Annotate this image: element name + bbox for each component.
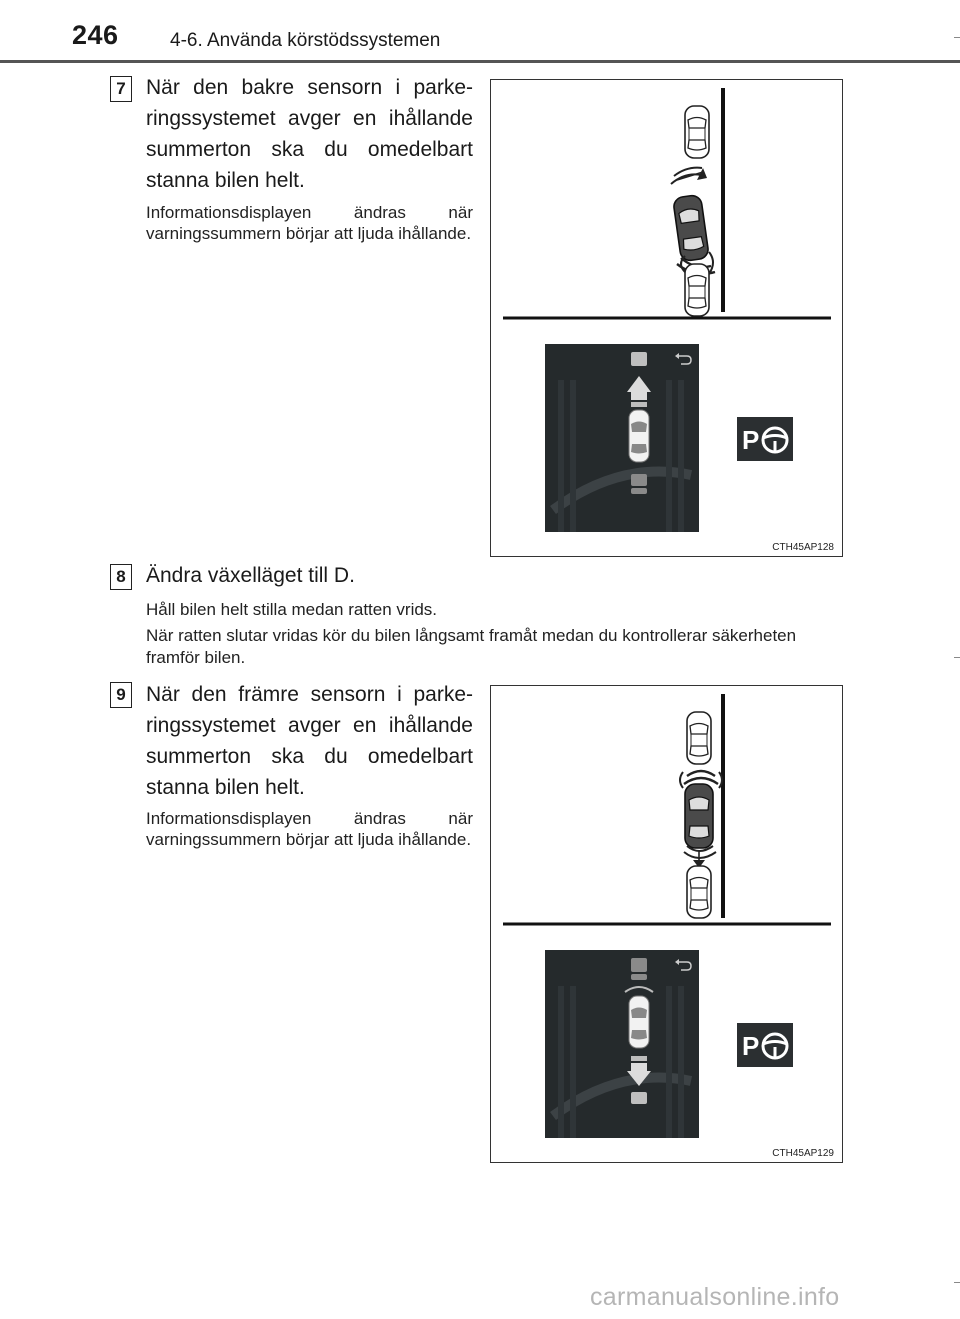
step-7-heading: När den bakre sensorn i parke-ringssystemet avger en ihållande summerton ska du omedelbart stanna bilen helt. <box>146 76 473 192</box>
crop-mark <box>954 37 960 38</box>
step-9-note: Informationsdisplayen ändras när varningssummern börjar att ljuda ihållande. <box>146 809 473 849</box>
svg-text:P: P <box>742 425 760 455</box>
step-7-note: Informationsdisplayen ändras när varningssummern börjar att ljuda ihållande. <box>146 203 473 243</box>
figure-front-sensor <box>490 685 843 1163</box>
figure-code: CTH45AP129 <box>772 1148 834 1159</box>
header-rule <box>0 60 960 63</box>
parking-assist-icon <box>737 417 793 461</box>
crop-mark <box>954 1282 960 1283</box>
step-badge-8: 8 <box>110 564 132 590</box>
page-number: 246 <box>72 20 119 50</box>
step-badge-9: 9 <box>110 682 132 708</box>
watermark: carmanualsonline.info <box>590 1283 840 1311</box>
front-sensor-illustration <box>491 686 842 1162</box>
figure-code: CTH45AP128 <box>772 542 834 553</box>
rear-sensor-illustration <box>491 80 842 556</box>
crop-mark <box>954 657 960 658</box>
step-8-heading: Ändra växelläget till D. <box>146 564 355 587</box>
step-8-note-line-2: När ratten slutar vridas kör du bilen långsamt framåt medan du kontrollerar säkerheten framför bilen. <box>146 626 797 667</box>
parking-assist-icon <box>737 1023 793 1067</box>
svg-text:P: P <box>742 1031 760 1061</box>
step-badge-7: 7 <box>110 76 132 102</box>
step-9-heading: När den främre sensorn i parke-ringssystemet avger en ihållande summerton ska du omedelbart stanna bilen helt. <box>146 683 473 799</box>
section-title: 4-6. Använda körstödssystemen <box>170 30 441 51</box>
figure-rear-sensor <box>490 79 843 557</box>
step-8-note-line-1: Håll bilen helt stilla medan ratten vrids. <box>146 600 438 619</box>
